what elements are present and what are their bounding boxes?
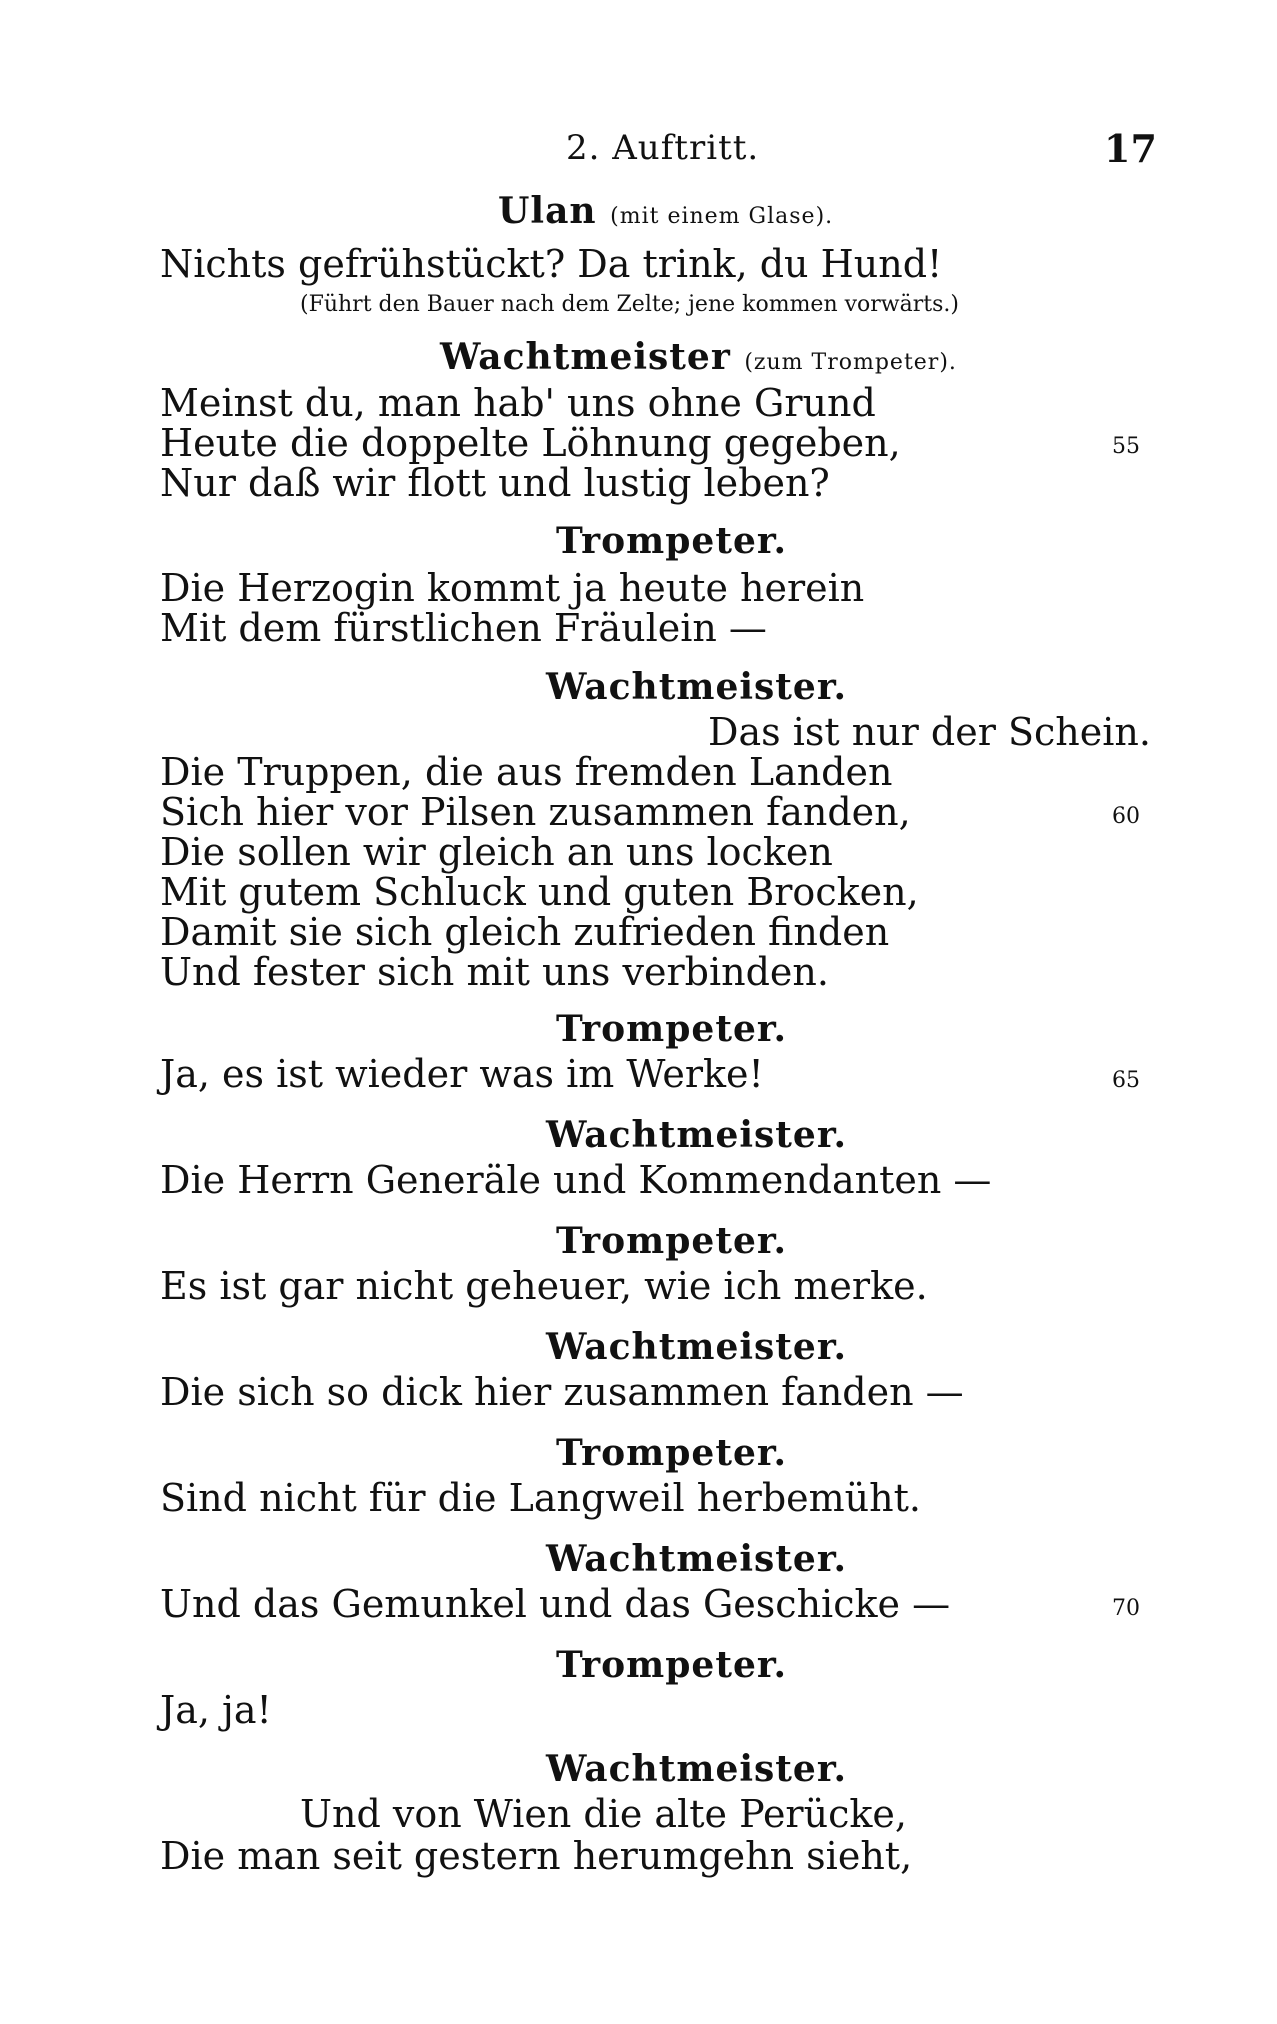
verse-line: Die Herzogin kommt ja heute herein: [160, 566, 865, 610]
verse-line: Sich hier vor Pilsen zusammen fanden,: [160, 790, 911, 834]
speaker-name: Ulan: [498, 190, 597, 232]
verse-line: Es ist gar nicht geheuer, wie ich merke.: [160, 1264, 928, 1308]
speaker-heading: Trompeter.: [556, 1220, 788, 1262]
verse-line: Meinst du, man hab' uns ohne Grund: [160, 381, 876, 425]
speaker-name: Wachtmeister: [440, 336, 731, 378]
verse-line: Und von Wien die alte Perücke,: [300, 1792, 907, 1836]
verse-line: Nichts gefrühstückt? Da trink, du Hund!: [160, 242, 943, 286]
speaker-heading: Wachtmeister.: [546, 1326, 848, 1368]
speaker-heading: Wachtmeister.: [546, 1748, 848, 1790]
running-header: 2. Auftritt.: [566, 128, 760, 168]
verse-line: Mit gutem Schluck und guten Brocken,: [160, 870, 919, 914]
verse-line: Die Truppen, die aus fremden Landen: [160, 750, 893, 794]
speaker-heading: Trompeter.: [556, 1008, 788, 1050]
verse-line: Ja, es ist wieder was im Werke!: [160, 1052, 764, 1096]
verse-line: Die sollen wir gleich an uns locken: [160, 830, 833, 874]
verse-line: Die man seit gestern herumgehn sieht,: [160, 1834, 913, 1878]
stage-direction: (mit einem Glase).: [610, 204, 834, 229]
verse-line: Damit sie sich gleich zufrieden finden: [160, 910, 890, 954]
stage-direction: (Führt den Bauer nach dem Zelte; jene kommen vorwärts.): [300, 292, 959, 317]
speaker-heading: Trompeter.: [556, 1644, 788, 1686]
line-number: 70: [1112, 1596, 1140, 1621]
line-number: 65: [1112, 1068, 1140, 1093]
verse-line: Und fester sich mit uns verbinden.: [160, 950, 829, 994]
verse-line: Und das Gemunkel und das Geschicke —: [160, 1582, 951, 1626]
verse-line: Mit dem fürstlichen Fräulein —: [160, 606, 767, 650]
line-number: 60: [1112, 804, 1140, 829]
verse-line: Die Herrn Generäle und Kommendanten —: [160, 1158, 992, 1202]
verse-line: Das ist nur der Schein.: [708, 710, 1151, 754]
speaker-heading: Wachtmeister.: [546, 1114, 848, 1156]
line-number: 55: [1112, 434, 1140, 459]
verse-line: Die sich so dick hier zusammen fanden —: [160, 1370, 964, 1414]
verse-line: Sind nicht für die Langweil herbemüht.: [160, 1476, 921, 1520]
page-number: 17: [1104, 126, 1157, 171]
speaker-heading: Trompeter.: [556, 520, 788, 562]
speaker-heading: [498, 190, 833, 232]
speaker-heading: [440, 336, 957, 378]
verse-line: Ja, ja!: [160, 1688, 272, 1732]
speaker-heading: Wachtmeister.: [546, 666, 848, 708]
stage-direction: (zum Trompeter).: [744, 350, 957, 375]
verse-line: Nur daß wir flott und lustig leben?: [160, 461, 830, 505]
verse-line: Heute die doppelte Löhnung gegeben,: [160, 421, 901, 465]
speaker-heading: Wachtmeister.: [546, 1538, 848, 1580]
speaker-heading: Trompeter.: [556, 1432, 788, 1474]
